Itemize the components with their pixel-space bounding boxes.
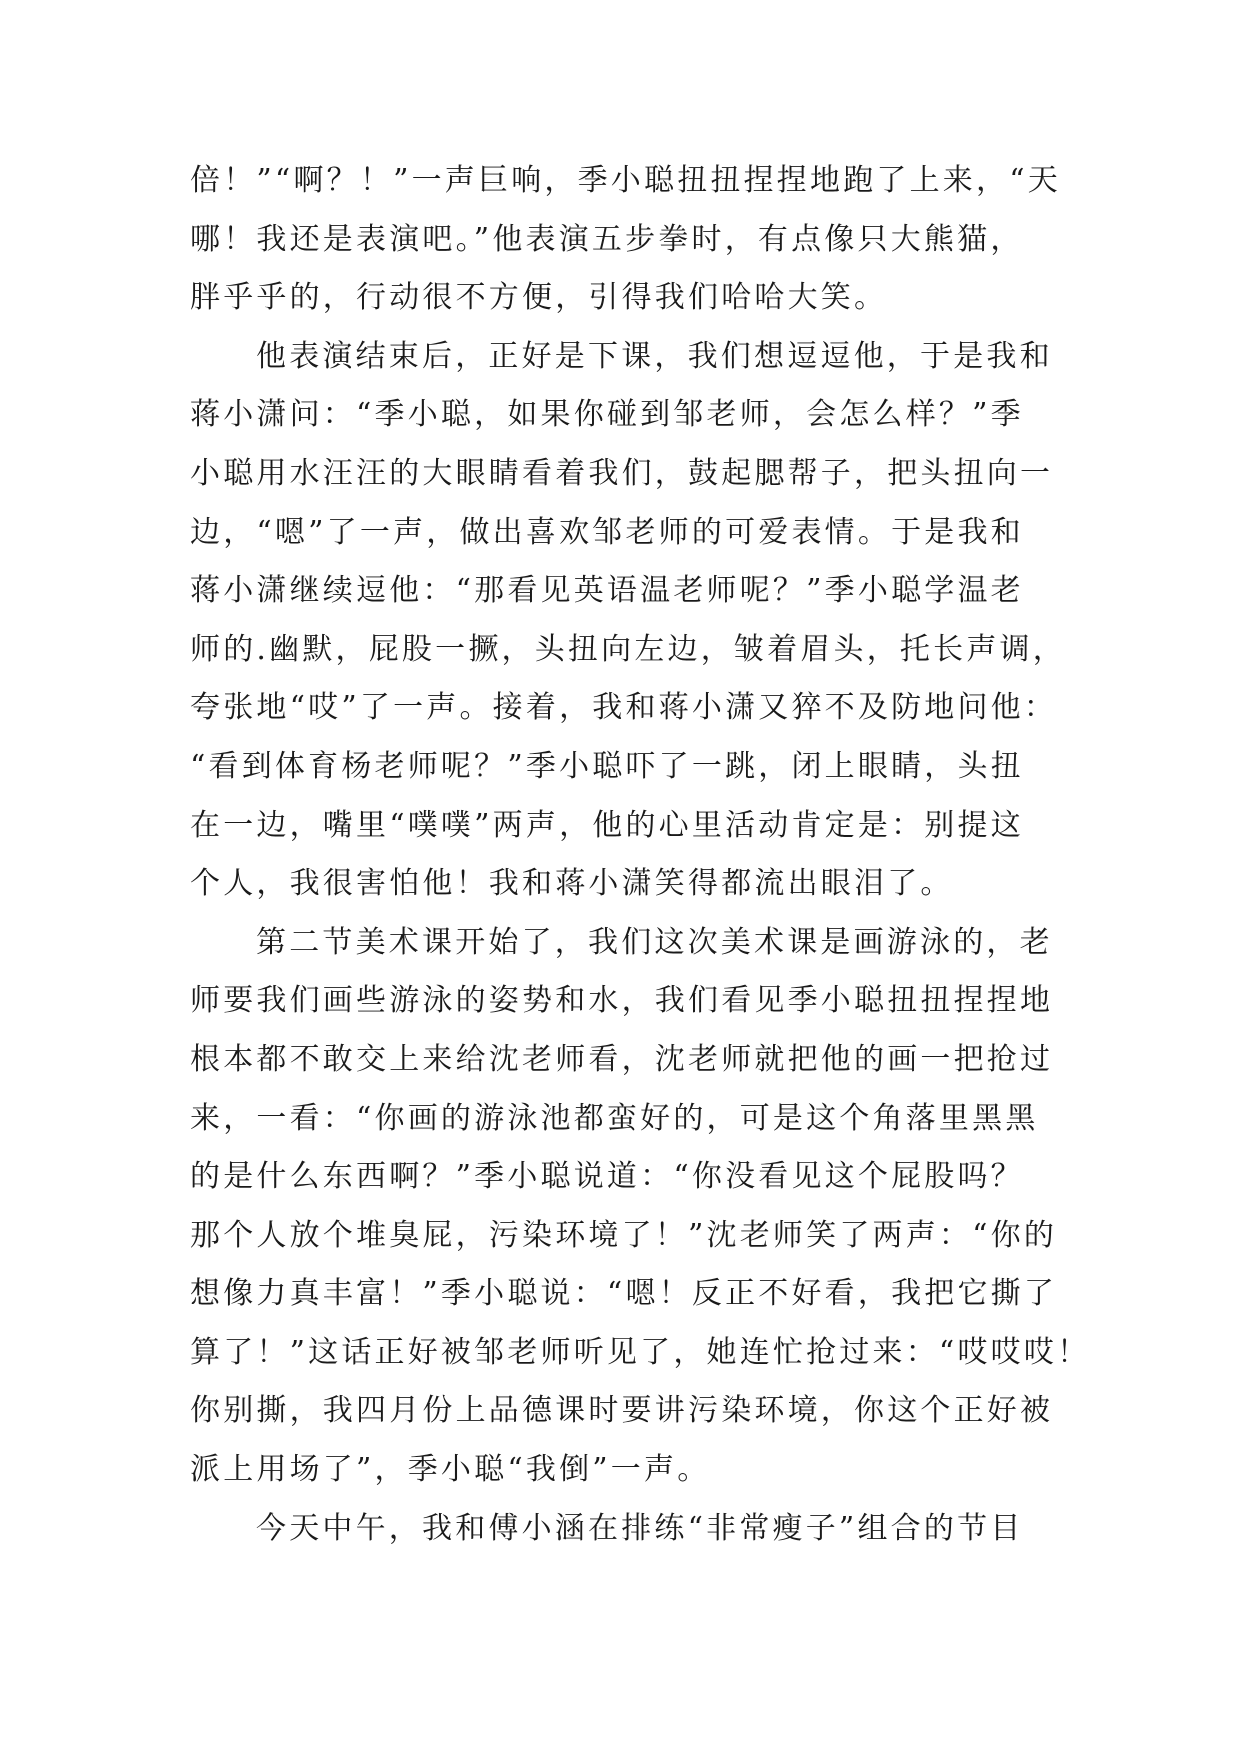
text-line: 个人，我很害怕他！我和蒋小潇笑得都流出眼泪了。 xyxy=(190,866,954,902)
text-line: 小聪用水汪汪的大眼睛看着我们，鼓起腮帮子，把头扭向一 xyxy=(190,455,1054,491)
text-line: 师要我们画些游泳的姿势和水，我们看见季小聪扭扭捏捏地 xyxy=(190,983,1054,1019)
paragraph-first-line: 今天中午，我和傅小涵在排练“非常瘦子”组合的节目 xyxy=(256,1510,1024,1546)
text-line: 算了！”这话正好被邹老师听见了，她连忙抢过来：“哎哎哎！ xyxy=(190,1334,1091,1370)
text-line: 想像力真丰富！”季小聪说：“嗯！反正不好看，我把它撕了 xyxy=(190,1276,1058,1312)
paragraph-first-line: 第二节美术课开始了，我们这次美术课是画游泳的，老 xyxy=(256,924,1053,960)
text-line: 那个人放个堆臭屁，污染环境了！”沈老师笑了两声：“你的 xyxy=(190,1217,1058,1253)
body-text xyxy=(190,152,1091,1558)
text-line: 倍！”“啊？！”一声巨响，季小聪扭扭捏捏地跑了上来，“天 xyxy=(190,163,1061,198)
text-line: 胖乎乎的，行动很不方便，引得我们哈哈大笑。 xyxy=(190,280,888,316)
text-line: 师的.幽默，屁股一撅，头扭向左边，皱着眉头，托长声调， xyxy=(190,631,1066,667)
text-line: 蒋小潇问：“季小聪，如果你碰到邹老师，会怎么样？”季 xyxy=(190,397,1024,433)
text-line: 在一边，嘴里“噗噗”两声，他的心里活动肯定是：别提这 xyxy=(190,807,1024,843)
text-line: 派上用场了”，季小聪“我倒”一声。 xyxy=(190,1452,711,1488)
text-line: 来，一看：“你画的游泳池都蛮好的，可是这个角落里黑黑 xyxy=(190,1100,1039,1136)
text-line: 哪！我还是表演吧。”他表演五步拳时，有点像只大熊猫， xyxy=(190,221,1024,257)
text-line: 边，“嗯”了一声，做出喜欢邹老师的可爱表情。于是我和 xyxy=(190,514,1024,550)
paragraph-first-line: 他表演结束后，正好是下课，我们想逗逗他，于是我和 xyxy=(256,338,1053,374)
text-line: 夸张地“哎”了一声。接着，我和蒋小潇又猝不及防地问他： xyxy=(190,690,1058,726)
text-line: 你别撕，我四月份上品德课时要讲污染环境，你这个正好被 xyxy=(190,1393,1054,1429)
text-line: 的是什么东西啊？”季小聪说道：“你没看见这个屁股吗？ xyxy=(190,1159,1024,1195)
text-line: 蒋小潇继续逗他：“那看见英语温老师呢？”季小聪学温老 xyxy=(190,573,1024,609)
text-line: 根本都不敢交上来给沈老师看，沈老师就把他的画一把抢过 xyxy=(190,1041,1054,1077)
text-line: “看到体育杨老师呢？”季小聪吓了一跳，闭上眼睛，头扭 xyxy=(190,748,1024,784)
